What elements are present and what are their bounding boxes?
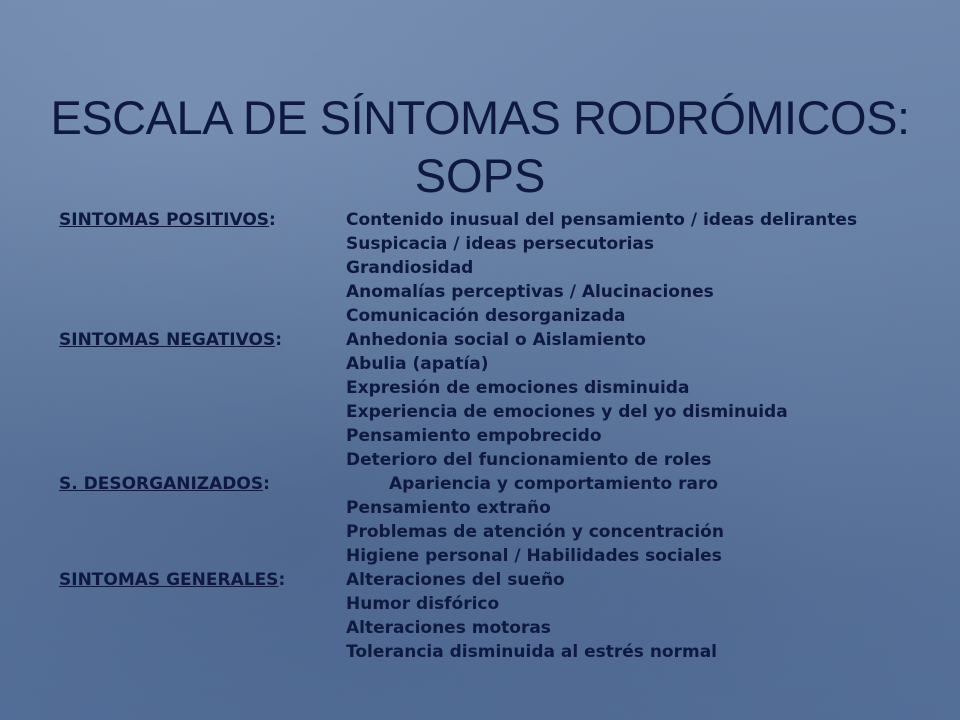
category-label-generales bbox=[59, 568, 285, 592]
category-name: S. DESORGANIZADOS bbox=[59, 474, 264, 494]
list-item: Experiencia de emociones y del yo disminuida bbox=[346, 402, 788, 422]
list-row bbox=[59, 400, 939, 424]
list-item: Contenido inusual del pensamiento / ideas delirantes bbox=[346, 210, 858, 230]
list-row bbox=[59, 472, 939, 496]
list-row bbox=[59, 304, 939, 328]
category-name: SINTOMAS NEGATIVOS bbox=[59, 330, 276, 350]
slide-title bbox=[0, 89, 960, 205]
list-item: Apariencia y comportamiento raro bbox=[389, 474, 719, 494]
list-row bbox=[59, 256, 939, 280]
list-item: Comunicación desorganizada bbox=[346, 306, 626, 326]
category-colon: : bbox=[269, 210, 276, 230]
list-item: Humor disfórico bbox=[346, 594, 500, 614]
list-item: Suspicacia / ideas persecutorias bbox=[346, 234, 654, 254]
slide-title-line-1: ESCALA DE SÍNTOMAS RODRÓMICOS: bbox=[50, 91, 910, 145]
list-row bbox=[59, 328, 939, 352]
list-row bbox=[59, 520, 939, 544]
slide-title-line-2: SOPS bbox=[414, 149, 546, 203]
category-label-desorganizados bbox=[59, 472, 270, 496]
list-item: Expresión de emociones disminuida bbox=[346, 378, 690, 398]
list-item: Abulia (apatía) bbox=[346, 354, 489, 374]
category-colon: : bbox=[275, 330, 282, 350]
category-colon: : bbox=[278, 570, 286, 590]
list-item: Grandiosidad bbox=[346, 258, 474, 278]
list-item: Alteraciones del sueño bbox=[346, 570, 565, 590]
list-item: Anomalías perceptivas / Alucinaciones bbox=[346, 282, 714, 302]
category-label-negativos bbox=[59, 328, 282, 352]
list-row bbox=[59, 424, 939, 448]
list-row bbox=[59, 280, 939, 304]
list-item: Deterioro del funcionamiento de roles bbox=[346, 450, 712, 470]
list-row bbox=[59, 352, 939, 376]
list-row bbox=[59, 208, 939, 232]
category-name: SINTOMAS GENERALES bbox=[59, 570, 279, 590]
list-item: Higiene personal / Habilidades sociales bbox=[346, 546, 722, 566]
list-row bbox=[59, 592, 939, 616]
list-item: Pensamiento empobrecido bbox=[346, 426, 602, 446]
list-item: Problemas de atención y concentración bbox=[346, 522, 724, 542]
category-colon: : bbox=[263, 474, 270, 494]
list-row bbox=[59, 544, 939, 568]
list-row bbox=[59, 232, 939, 256]
list-row bbox=[59, 640, 939, 664]
list-row bbox=[59, 496, 939, 520]
list-row bbox=[59, 448, 939, 472]
list-item: Alteraciones motoras bbox=[346, 618, 551, 638]
list-row bbox=[59, 376, 939, 400]
list-item: Anhedonia social o Aislamiento bbox=[346, 330, 646, 350]
list-row bbox=[59, 616, 939, 640]
list-item: Tolerancia disminuida al estrés normal bbox=[346, 642, 717, 662]
category-label-positivos bbox=[59, 208, 276, 232]
category-name: SINTOMAS POSITIVOS bbox=[59, 210, 270, 230]
list-row bbox=[59, 568, 939, 592]
list-item: Pensamiento extraño bbox=[346, 498, 551, 518]
symptom-list bbox=[59, 208, 939, 664]
